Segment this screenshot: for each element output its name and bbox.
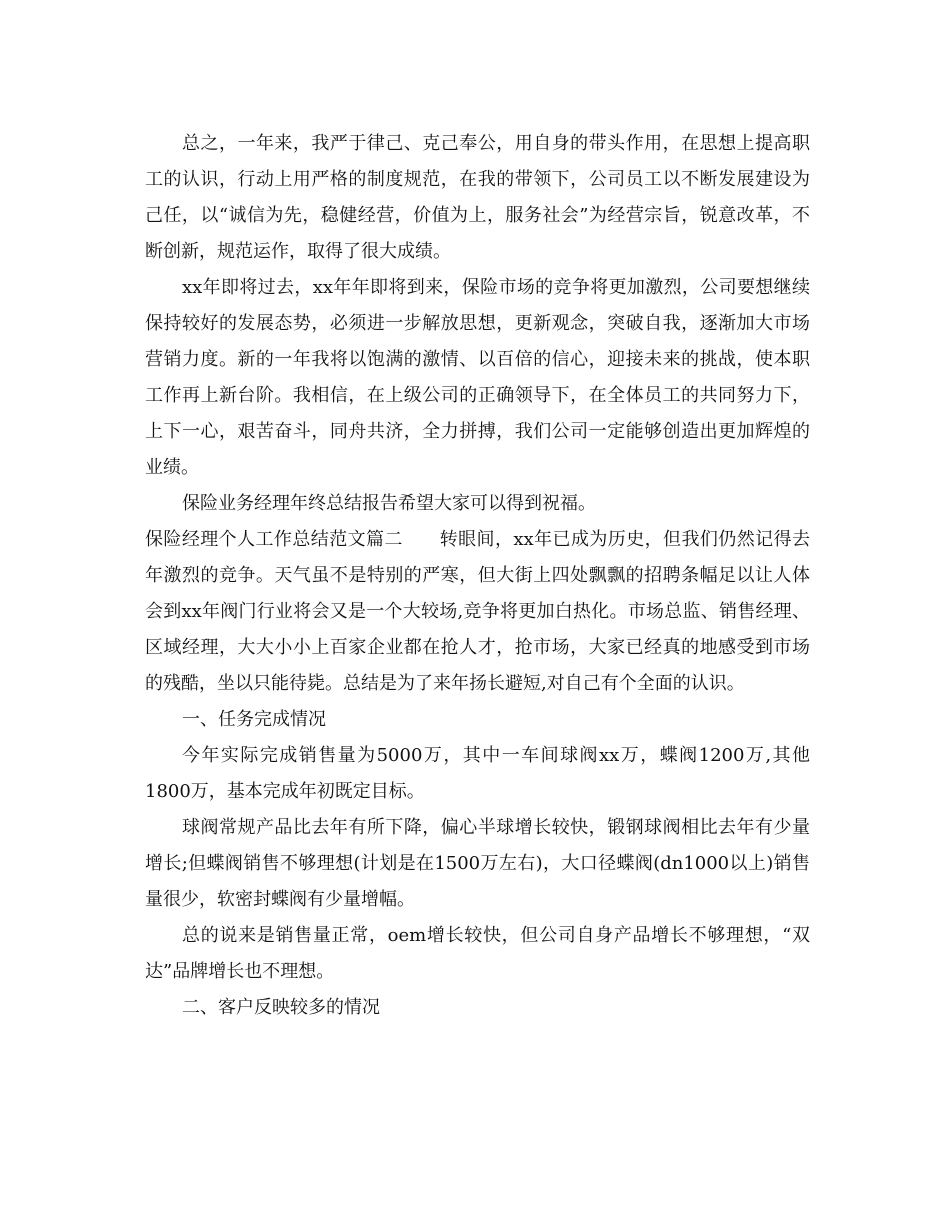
paragraph-sales-volume: 今年实际完成销售量为5000万，其中一车间球阀xx万，蝶阀1200万,其他1800万，基本完成年初既定目标。 [145,745,810,802]
paragraph-article-two: 保险经理个人工作总结范文篇二 转眼间，xx年已成为历史，但我们仍然记得去年激烈的竞争。天气虽不是特别的严寒，但大街上四处飘飘的招聘条幅足以让人体会到xx年阀门行业将会又是一个大较场,竞争将更加白热化。市场总监、销售经理、区域经理，大大小小上百家企业都在抢人才，抢市场，大家已经真的地感受到市场的残酷，坐以只能待毙。总结是为了来年扬长避短,对自己有个全面的认识。 [145,529,810,694]
paragraph-outlook: xx年即将过去，xx年年即将到来，保险市场的竞争将更加激烈，公司要想继续保持较好的发展态势，必须进一步解放思想，更新观念，突破自我，逐渐加大市场营销力度。新的一年我将以饱满的激情、以百倍的信心，迎接未来的挑战，使本职工作再上新台阶。我相信，在上级公司的正确领导下，在全体员工的共同努力下，上下一心，艰苦奋斗，同舟共济，全力拼搏，我们公司一定能够创造出更加辉煌的业绩。 [145,277,810,478]
paragraph-summary: 总之，一年来，我严于律己、克己奉公，用自身的带头作用，在思想上提高职工的认识，行动上用严格的制度规范，在我的带领下，公司员工以不断发展建设为己任，以“诚信为先，稳健经营，价值为上，服务社会”为经营宗旨，锐意改革，不断创新，规范运作，取得了很大成绩。 [145,133,810,262]
section-heading-customer-feedback: 二、客户反映较多的情况 [182,997,380,1018]
section-heading-task-completion: 一、任务完成情况 [182,709,326,730]
document-body [145,126,810,1026]
paragraph-overall: 总的说来是销售量正常，oem增长较快，但公司自身产品增长不够理想，“双达”品牌增长也不理想。 [145,925,810,982]
paragraph-closing: 保险业务经理年终总结报告希望大家可以得到祝福。 [182,493,596,514]
paragraph-product-analysis: 球阀常规产品比去年有所下降，偏心半球增长较快，锻钢球阀相比去年有少量增长;但蝶阀销售不够理想(计划是在1500万左右)，大口径蝶阀(dn1000以上)销售量很少，软密封蝶阀有少量增幅。 [145,817,810,910]
